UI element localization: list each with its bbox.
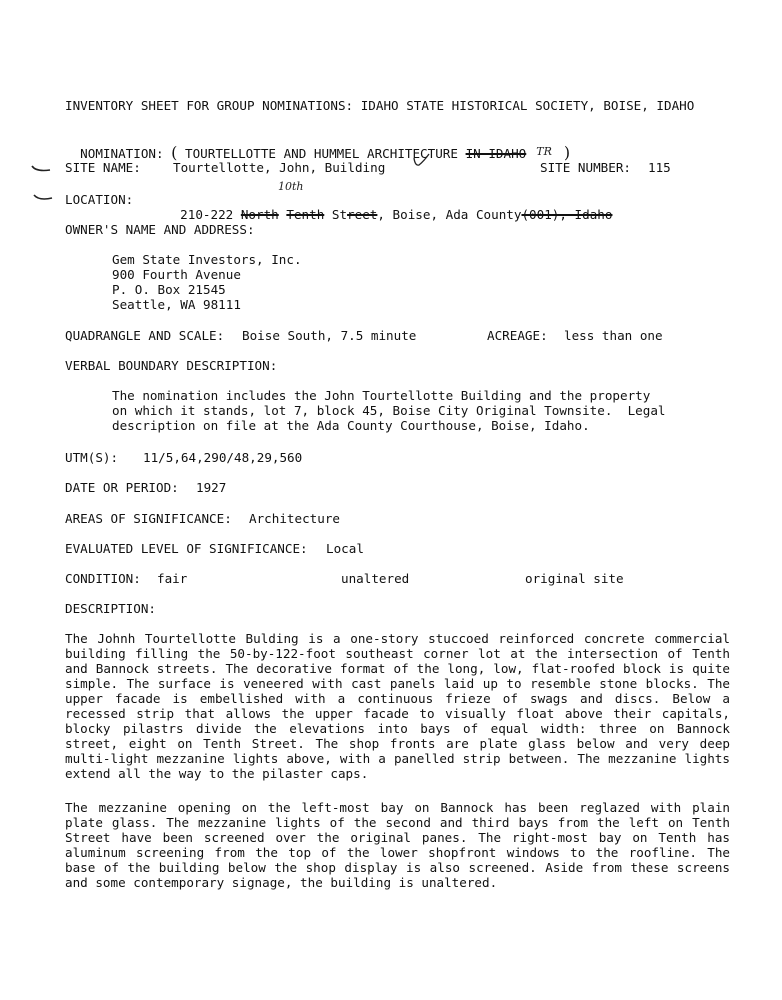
header: INVENTORY SHEET FOR GROUP NOMINATIONS: IDAHO STATE HISTORICAL SOCIETY, BOISE, IDAHO [65, 98, 695, 113]
date-value: 1927 [196, 480, 227, 495]
boundary-line: The nomination includes the John Tourtellotte Building and the property [112, 388, 651, 403]
location-struck-tail: (001), Idaho [521, 207, 613, 222]
areas-label: AREAS OF SIGNIFICANCE: [65, 511, 232, 526]
quadrangle-value: Boise South, 7.5 minute [242, 328, 417, 343]
location-value [165, 192, 612, 222]
description-paragraph-2 [65, 800, 730, 890]
location-label: LOCATION: [65, 192, 134, 207]
location-prefix: 210-222 [180, 207, 234, 222]
margin-check-mark-2 [32, 192, 54, 202]
location-middle: , Boise, Ada County [377, 207, 522, 222]
utm-label: UTM(S): [65, 450, 119, 465]
nomination-close-paren: ) [563, 143, 571, 162]
owner-line: Gem State Investors, Inc. [112, 252, 302, 267]
site-number-label: SITE NUMBER: [540, 160, 631, 175]
location-struck-tenth: Tenth [286, 207, 325, 222]
location-handwritten-street: 10th [278, 180, 304, 193]
description-label: DESCRIPTION: [65, 601, 156, 616]
acreage-value: less than one [564, 328, 663, 343]
boundary-label: VERBAL BOUNDARY DESCRIPTION: [65, 358, 278, 373]
condition-alteration: unaltered [341, 571, 410, 586]
nomination-open-paren: ( [171, 143, 178, 162]
boundary-line: description on file at the Ada County Courthouse, Boise, Idaho. [112, 418, 590, 433]
date-label: DATE OR PERIOD: [65, 480, 179, 495]
site-name-check-mark [410, 152, 432, 170]
level-value: Local [326, 541, 364, 556]
level-label: EVALUATED LEVEL OF SIGNIFICANCE: [65, 541, 308, 556]
owner-line: 900 Fourth Avenue [112, 267, 241, 282]
margin-check-mark-1 [30, 163, 52, 173]
condition-label: CONDITION: [65, 571, 141, 586]
description-text: The mezzanine opening on the left-most bay on Bannock has been reglazed with plain plate glass. The mezzanine lights of the second and third bays from the left on Tenth Street have been screened over the original panes. The right-most bay on Tenth has aluminum screening from the top of the lower shopfront windows to the roofline. The base of the building below the shop display is also screened. Aside from these screens and some contemporary signage, the building is unaltered. [65, 800, 730, 890]
location-street-start: St [331, 207, 348, 222]
quadrangle-label: QUADRANGLE AND SCALE: [65, 328, 225, 343]
boundary-line: on which it stands, lot 7, block 45, Boise City Original Townsite. Legal [112, 403, 666, 418]
owner-label: OWNER'S NAME AND ADDRESS: [65, 222, 255, 237]
site-name-value: Tourtellotte, John, Building [173, 160, 386, 175]
condition-state: fair [157, 571, 188, 586]
nomination-row [65, 130, 571, 162]
description-paragraph-1 [65, 631, 730, 781]
nomination-struck-text: IN IDAHO [465, 146, 527, 161]
description-text: The Johnh Tourtellotte Bulding is a one-story stuccoed reinforced concrete commercial building filling the 50-by-122-foot southeast corner lot at the intersection of Tenth and Bannock streets. The decorative format of the long, low, flat-roofed block is quite simple. The surface is veneered with cast panels laid up to resemble stone blocks. The upper facade is embellished with a continuous frieze of swags and discs. Below a recessed strip that allows the upper facade to visually float above their capitals, blocky pilastrs divide the elevations into bays of equal width: three on Bannock street, eight on Tenth Street. The shop fronts are plate glass below and very deep multi-light mezzanine lights above, with a panelled strip between. The mezzanine lights extend all the way to the pilaster caps. [65, 631, 730, 781]
utm-value: 11/5,64,290/48,29,560 [143, 450, 303, 465]
owner-line: Seattle, WA 98111 [112, 297, 241, 312]
condition-site: original site [525, 571, 624, 586]
location-struck-reet: reet [347, 207, 378, 222]
site-name-label: SITE NAME: [65, 160, 141, 175]
areas-value: Architecture [249, 511, 340, 526]
nomination-value: TOURTELLOTTE AND HUMMEL ARCHITECTURE [185, 146, 458, 161]
nomination-label: NOMINATION: [80, 146, 164, 161]
nomination-handwritten: TR [536, 145, 552, 158]
acreage-label: ACREAGE: [487, 328, 548, 343]
location-struck-north: North [240, 207, 279, 222]
owner-line: P. O. Box 21545 [112, 282, 226, 297]
site-number-value: 115 [648, 160, 671, 175]
